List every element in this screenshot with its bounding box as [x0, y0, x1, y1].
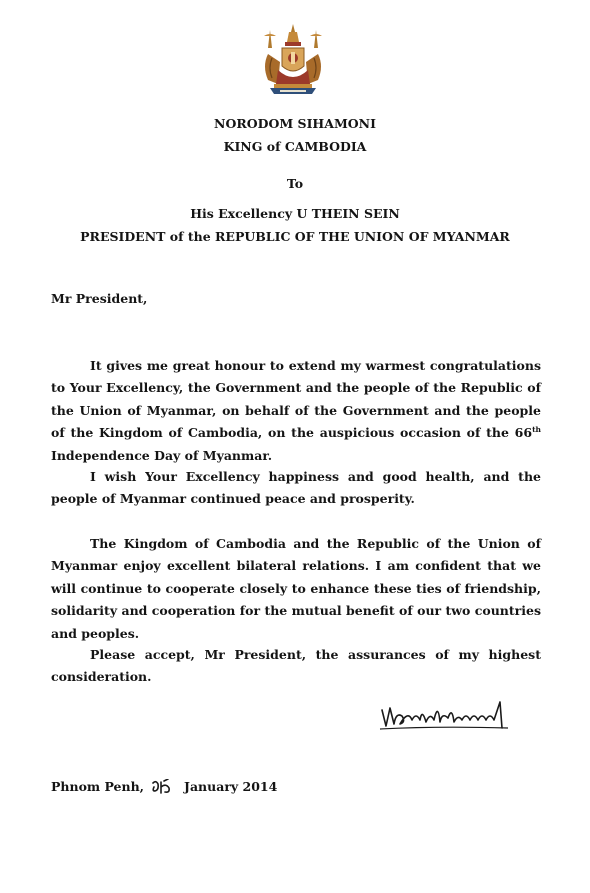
salutation: Mr President, — [51, 291, 148, 306]
addressee-name: His Excellency U THEIN SEIN — [190, 206, 400, 221]
ordinal-suffix: th — [532, 425, 541, 435]
sender-title: KING of CAMBODIA — [223, 139, 367, 154]
place-date-line — [51, 779, 277, 795]
body-paragraph-4: Please accept, Mr President, the assurances of my highest consideration. — [51, 647, 541, 685]
date: January 2014 — [184, 779, 278, 794]
body-paragraph-1 — [51, 355, 541, 467]
khmer-day-numeral-icon — [150, 779, 176, 795]
royal-arms-crest-icon — [258, 22, 328, 100]
body-paragraph-2: I wish Your Excellency happiness and good health, and the people of Myanmar continued peace and prosperity. — [51, 469, 541, 507]
body-paragraph-3: The Kingdom of Cambodia and the Republic of the Union of Myanmar enjoy excellent bilateral relations. I am confident that we will continue to cooperate closely to enhance these ties of friendship, solidarity and cooperation for the mutual benefit of our two countries and peoples. — [51, 536, 541, 641]
addressee-title: PRESIDENT of the REPUBLIC OF THE UNION OF MYANMAR — [80, 229, 510, 244]
place: Phnom Penh, — [51, 779, 145, 794]
body-paragraph-1-end: Independence Day of Myanmar. — [51, 447, 273, 463]
signature-image — [378, 698, 518, 732]
addressee-to: To — [286, 176, 304, 191]
sender-name: NORODOM SIHAMONI — [214, 116, 376, 131]
body-paragraph-1-text: It gives me great honour to extend my warmest congratulations to Your Excellency, the Government and the people of the Republic of the Union of Myanmar, on behalf of the Government and the people of the Kingdom of Cambodia, on the auspicious occasion of the 66 — [51, 358, 541, 441]
